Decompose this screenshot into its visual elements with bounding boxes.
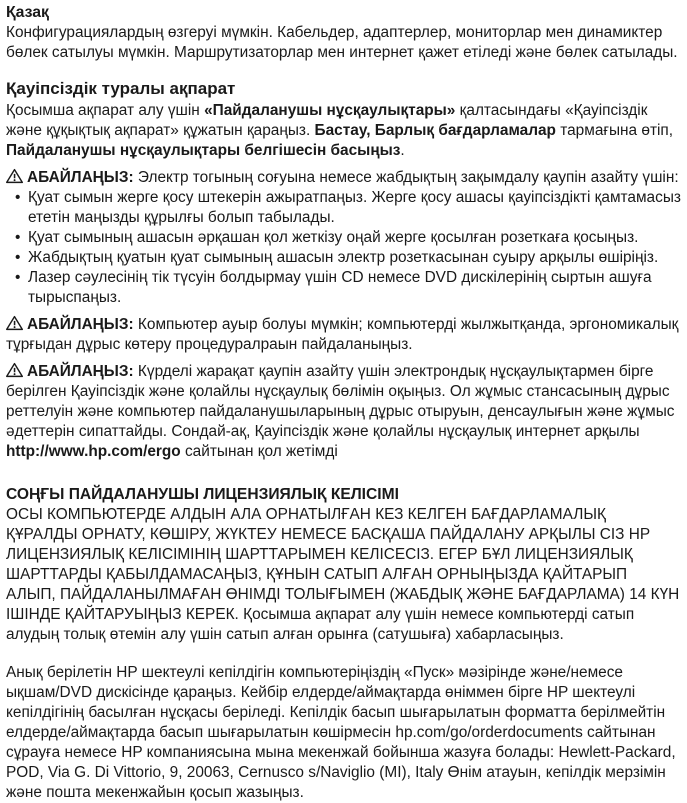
document-body [6, 3, 681, 803]
emphasis-text: АБАЙЛАҢЫЗ: [27, 363, 134, 380]
text-run: тармағына өтіп, [555, 122, 674, 139]
text-run: сайтынан қол жетімді [180, 443, 338, 460]
emphasis-text: Пайдаланушы нұсқаулықтары белгішесін басыңыз [6, 142, 401, 159]
bullet-item [15, 268, 681, 308]
text-run: ОСЫ КОМПЬЮТЕРДЕ АЛДЫН АЛА ОРНАТЫЛҒАН КЕЗ КЕЛГЕН БАҒДАРЛАМАЛЫҚ ҚҰРАЛДЫ ОРНАТУ, КӨШІРУ, ЖҮКТЕУ НЕМЕСЕ БАСҚАША ПАЙДАЛАНУ АРҚЫЛЫ СІЗ HP ЛИЦЕНЗИЯЛЫҚ КЕЛІСІМІНІҢ ШАРТТАРЫМЕН КЕЛІСЕСІЗ. ЕГЕР БҰЛ ЛИЦЕНЗИЯЛЫҚ ШАРТТАРДЫ ҚАБЫЛДАМАСАҢЫЗ, ҚҰНЫН САТЫП АЛҒАН ОРНЫҢЫЗДА ҚАЙТАРЫП АЛЫП, ПАЙДАЛАНЫЛМАҒАН ӨНІМДІ ТОЛЫҒЫМЕН (ЖАБДЫҚ ЖӘНЕ БАҒДАРЛАМА) 14 КҮН ІШІНДЕ ҚАЙТАРУЫҢЫЗ КЕРЕК. Қосымша ақпарат алу үшін немесе компьютерді сатып алудың толық өтемін алу үшін сатып алған орынға (сатушыға) хабарласыңыз. [6, 506, 680, 643]
text-run: Конфигурациялардың өзгеруі мүмкін. Кабельдер, адаптерлер, мониторлар мен динамиктер бөлек сатылуы мүмкін. Маршрутизаторлар мен интернет қажет етіледі және бөлек сатылады. [6, 24, 678, 61]
emphasis-text: Бастау, Барлық бағдарламалар [314, 122, 556, 139]
bullet-item [15, 228, 681, 248]
bullet-item [15, 248, 681, 268]
emphasis-text: АБАЙЛАҢЫЗ: [27, 169, 134, 186]
safety-info-heading: Қауіпсіздік туралы ақпарат [6, 79, 236, 98]
bullet-item [15, 188, 681, 228]
warning-triangle-icon [6, 362, 23, 378]
text-run: Жабдықтың қуатын қуат сымының ашасын электр розеткасынан суыру арқылы өшіріңіз. [28, 249, 659, 266]
text-run: Электр тогының соғуына немесе жабдықтың зақымдалу қаупін азайту үшін: [133, 169, 679, 186]
emphasis-text: http://www.hp.com/ergo [6, 443, 181, 460]
text-run: Күрделі жарақат қаупін азайту үшін электрондық нұсқаулықтармен бірге берілген Қауіпсіздік және қолайлы нұсқаулық бөлімін оқыңыз. Ол жұмыс стансасының дұрыс реттелуін және компьютер пайдаланушыларының дұрыс отыруын, денсаулығын және жұмыс әдеттерін сипаттайды. Сондай-ақ, Қауіпсіздік және қолайлы нұсқаулық интернет арқылы [6, 363, 675, 440]
text-run: Анық берілетін HP шектеулі кепілдігін компьютеріңіздің «Пуск» мәзірінде және/немесе ықшам/DVD дискісінде қараңыз. Кейбір елдерде/аймақтарда өніммен бірге HP шектеулі кепілдігінің басылған нұсқасы беріледі. Кепілдік басып шығарылатын форматта берілмейтін елдерде/аймақтарда басып шығарылатын көшірмесін hp.com/go/orderdocuments сайтынан сұрауға немесе HP компаниясына мына мекенжай бойынша жазуға болады: Hewlett-Packard, POD, Via G. Di Vittorio, 9, 20063, Cernusco s/Naviglio (MI), Italy Өнім атауын, кепілдік мерзімін және пошта мекенжайын қосып жазыңыз. [6, 664, 676, 801]
text-run: Қуат сымын жерге қосу штекерін ажыратпаңыз. Жерге қосу ашасы қауіпсіздікті қамтамасыз ететін маңызды құрылғы болып табылады. [28, 189, 681, 226]
warning-serious-injury [6, 362, 681, 462]
warranty-paragraph [6, 663, 681, 803]
warning-triangle-icon [6, 315, 23, 331]
emphasis-text: «Пайдаланушы нұсқаулықтары» [204, 102, 456, 119]
warning-electric-shock [6, 168, 681, 188]
safety-bullet-list [6, 188, 681, 308]
warning-triangle-icon [6, 168, 23, 184]
eula-heading: СОҢҒЫ ПАЙДАЛАНУШЫ ЛИЦЕНЗИЯЛЫҚ КЕЛІСІМІ [6, 486, 399, 503]
text-run: Қосымша ақпарат алу үшін [6, 102, 205, 119]
text-run: қалтасындағы «Қауіпсіздік және құқықтық ақпарат» құжатын қараңыз. [6, 102, 648, 139]
text-run: . [400, 142, 405, 159]
text-run: Лазер сәулесінің тік түсуін болдырмау үшін CD немесе DVD дискілерінің сыртын ашуға тырыспаңыз. [28, 269, 652, 306]
safety-info-paragraph [6, 101, 681, 161]
text-run: Қуат сымының ашасын әрқашан қол жеткізу оңай жерге қосылған розеткаға қосыңыз. [28, 229, 639, 246]
text-run: Компьютер ауыр болуы мүмкін; компьютерді жылжытқанда, эргономикалық тұрғыдан дұрыс көтеру процедуралраын пайдаланыңыз. [6, 316, 679, 353]
emphasis-text: АБАЙЛАҢЫЗ: [27, 316, 134, 333]
eula-paragraph [6, 505, 681, 645]
config-disclaimer-paragraph [6, 23, 681, 63]
language-heading: Қазақ [6, 4, 49, 21]
warning-heavy-computer [6, 315, 681, 355]
